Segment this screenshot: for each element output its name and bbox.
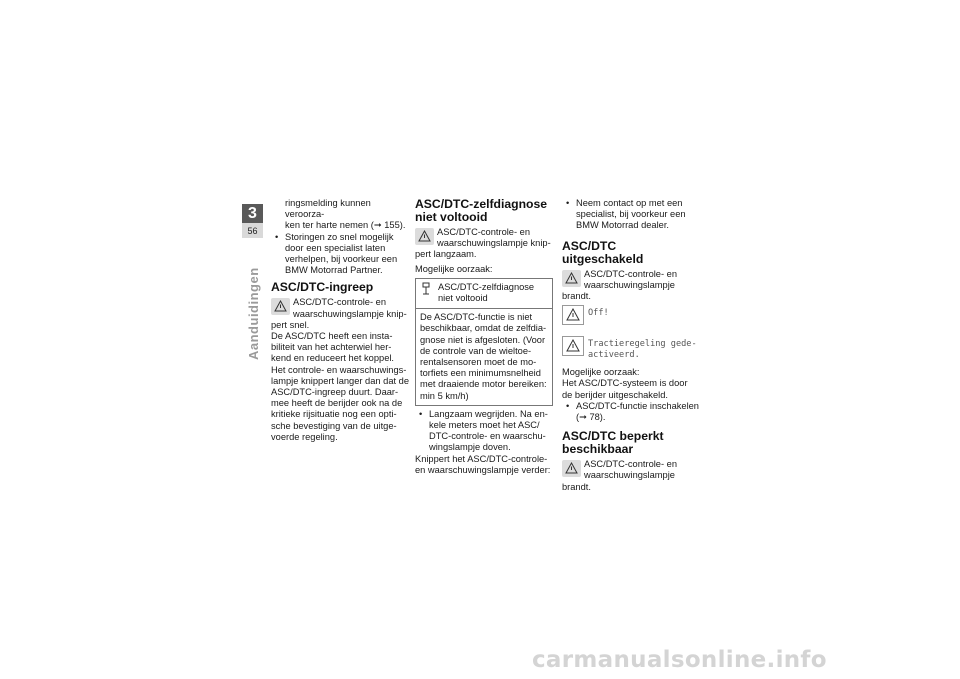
column-1: [271, 198, 409, 443]
cause-label: Mogelijke oorzaak:: [415, 263, 493, 274]
warning-text: ASC/DTC-controle- en waarschuwingslampje: [584, 459, 677, 481]
warning-light-row: [415, 227, 553, 249]
watermark: carmanualsonline.info: [532, 647, 827, 673]
warning-triangle-icon: [562, 460, 581, 477]
warning-triangle-icon: [415, 228, 434, 245]
section-heading-uitgeschakeld: ASC/DTC uitgeschakeld: [562, 238, 644, 266]
warning-text: ASC/DTC-controle- en waarschuwingslampje knip-: [437, 227, 551, 249]
bullet-item: • Langzaam wegrijden. Na en-kele meters moet het ASC/ DTC-controle- en waarschu-wingslampje doven.: [415, 409, 553, 454]
display-message: Tractieregeling gede-activeerd.: [588, 339, 697, 361]
warning-text: ASC/DTC-controle- en waarschuwingslampje: [584, 268, 677, 290]
page-number: 56: [242, 223, 263, 238]
display-message: Off!: [588, 308, 609, 319]
bullet-item: • ASC/DTC-functie inschakelen (➞ 78).: [562, 401, 700, 423]
body-text: Het ASC/DTC-systeem is door de berijder uitgeschakeld.: [562, 378, 688, 400]
warning-light-row: [562, 269, 700, 291]
warning-triangle-icon: [562, 270, 581, 287]
warning-light-row: [271, 297, 409, 319]
section-heading-zelfdiagnose: ASC/DTC-zelfdiagnose niet voltooid: [415, 197, 548, 224]
diagnosis-box-title: ASC/DTC-zelfdiagnose niet voltooid: [438, 281, 535, 304]
body-text: De ASC/DTC heeft een insta-biliteit van het achterwiel her-kend en reduceert het koppel. Het controle- en waarschuwings-lampje knippert langer dan dat de ASC/DTC-ingreep duurt. Daar-mee heeft de berijder ook na de kritieke rijsituatie nog een opti-sche bevestiging van de uitge-voerde regeling.: [271, 331, 409, 442]
warning-text: ASC/DTC-controle- en waarschuwingslampje knip-: [293, 297, 407, 319]
chapter-number: 3: [242, 204, 263, 223]
section-heading-beperkt: ASC/DTC beperkt beschikbaar: [562, 429, 664, 457]
body-text: Knippert het ASC/DTC-controle- en waarschuwingslampje verder:: [415, 453, 551, 475]
warning-text-cont: pert langzaam.: [415, 249, 477, 260]
continuation-line-1: ringsmelding kunnen veroorza-: [285, 198, 371, 220]
diagnosis-box-body: De ASC/DTC-functie is niet beschikbaar, omdat de zelfdia-gnose niet is afgesloten. (Voor de controle van de wieltoe-rentalsensoren moet de mo-torfiets een minimumsnelheid met draaiende motor bereiken: min 5 km/h): [420, 312, 547, 401]
warning-triangle-icon: [271, 298, 290, 315]
warning-triangle-icon: [562, 336, 584, 356]
display-message-row: [562, 336, 700, 362]
warning-text-cont: brandt.: [562, 481, 591, 492]
continuation-line-2: ken ter harte nemen (➞ 155).: [285, 220, 406, 231]
column-3: [562, 198, 700, 493]
chapter-label: Aanduidingen: [246, 267, 261, 360]
warning-light-row: [562, 459, 700, 481]
bullet-item: • Storingen zo snel mogelijk door een specialist laten verhelpen, bij voorkeur een BMW Motorrad Partner.: [271, 232, 409, 277]
warning-triangle-icon: [562, 305, 584, 325]
column-2: [415, 198, 553, 476]
info-icon: [420, 282, 432, 304]
bullet-item: • Neem contact op met een specialist, bij voorkeur een BMW Motorrad dealer.: [562, 198, 700, 232]
display-message-row: [562, 305, 700, 331]
diagnosis-box-header: [416, 279, 552, 309]
section-heading-ingreep: ASC/DTC-ingreep: [271, 280, 374, 295]
warning-text-cont: pert snel.: [271, 319, 310, 330]
cause-label: Mogelijke oorzaak:: [562, 367, 640, 378]
diagnosis-box: [415, 278, 553, 406]
warning-text-cont: brandt.: [562, 291, 591, 302]
